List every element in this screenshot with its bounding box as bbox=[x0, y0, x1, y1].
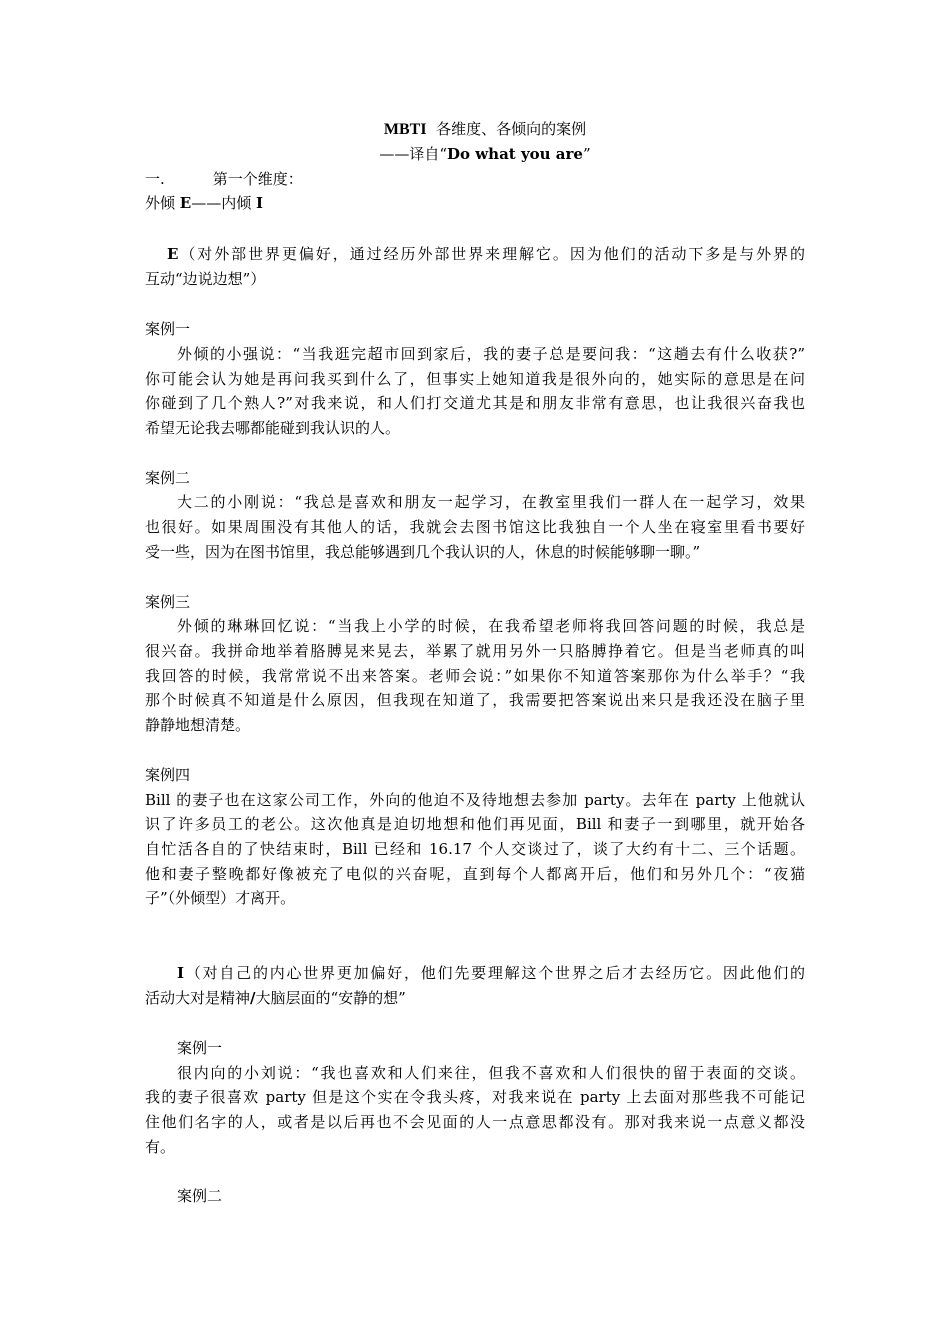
e-case4-line: 他和妻子整晚都好像被充了电似的兴奋呢，直到每个人都离开后，他们和另外几个：“夜猫 bbox=[145, 865, 805, 883]
e-case3-line: 静静地想清楚。 bbox=[145, 716, 251, 734]
i-case1-line: 很内向的小刘说：“我也喜欢和人们来往，但我不喜欢和人们很快的留于表面的交谈。 bbox=[177, 1064, 805, 1082]
e-case3-line: 那个时候真不知道是什么原因，但我现在知道了，我需要把答案说出来只是我还没在脑子里 bbox=[145, 691, 805, 709]
e-case2-line: 大二的小刚说：“我总是喜欢和朋友一起学习，在教室里我们一群人在一起学习，效果 bbox=[177, 493, 805, 511]
e-case4-line: Bill 的妻子也在这家公司工作，外向的他迫不及待地想去参加 party。去年在 party 上他就认 bbox=[145, 791, 805, 809]
e-case3-line: 我回答的时候，我常常说不出来答案。老师会说：”如果你不知道答案那你为什么举手？“我 bbox=[145, 667, 805, 685]
i-definition-line1: I（对自己的内心世界更加偏好，他们先要理解这个世界之后才去经历它。因此他们的 bbox=[177, 964, 805, 982]
i-case1-line: 住他们名字的人，或者是以后再也不会见面的人一点意思都没有。那对我来说一点意义都没 bbox=[145, 1113, 805, 1131]
e-case3-line: 很兴奋。我拼命地举着胳膊晃来晃去，举累了就用另外一只胳膊挣着它。但是当老师真的叫 bbox=[145, 642, 805, 660]
e-case2-title: 案例二 bbox=[145, 469, 191, 487]
i-definition-line2: 活动大对是精神/大脑层面的“安静的想” bbox=[145, 989, 406, 1007]
e-definition-line1: E（对外部世界更偏好，通过经历外部世界来理解它。因为他们的活动下多是与外界的 bbox=[167, 245, 805, 263]
e-case2-line: 也很好。如果周围没有其他人的话，我就会去图书馆这比我独自一个人坐在寝室里看书要好 bbox=[145, 518, 805, 536]
e-case1-line: 你可能会认为她是再问我买到什么了，但事实上她知道我是很外向的，她实际的意思是在问 bbox=[145, 370, 805, 388]
dimension-heading: 一. 第一个维度： bbox=[145, 170, 303, 188]
i-case1-line: 我的妻子很喜欢 party 但是这个实在令我头疼，对我来说在 party 上去面对那些我不可能记 bbox=[145, 1088, 805, 1106]
e-case4-line: 自忙活各自的了快结束时，Bill 已经和 16.17 个人交谈过了，谈了大约有十二、三个话题。 bbox=[145, 840, 805, 858]
e-case4-title: 案例四 bbox=[145, 766, 191, 784]
i-case1-title: 案例一 bbox=[177, 1039, 223, 1057]
document-title: MBTI 各维度、各倾向的案例 bbox=[383, 120, 587, 138]
e-case1-title: 案例一 bbox=[145, 320, 191, 338]
e-case4-line: 子”（外倾型）才离开。 bbox=[145, 889, 296, 907]
i-case1-line: 有。 bbox=[145, 1138, 176, 1156]
i-case2-title: 案例二 bbox=[177, 1187, 223, 1205]
dimension-axis: 外倾 E——内倾 I bbox=[145, 194, 264, 212]
e-case1-line: 你碰到了几个熟人?”对我来说，和人们打交道尤其是和朋友非常有意思，也让我很兴奋我也 bbox=[145, 394, 805, 412]
e-definition-line2: 互动“边说边想”） bbox=[145, 270, 266, 288]
e-case3-line: 外倾的琳琳回忆说：“当我上小学的时候，在我希望老师将我回答问题的时候，我总是 bbox=[177, 617, 805, 635]
e-case1-line: 希望无论我去哪都能碰到我认识的人。 bbox=[145, 419, 401, 437]
document-subtitle: ——译自“Do what you are” bbox=[379, 145, 591, 163]
e-case2-line: 受一些，因为在图书馆里，我总能够遇到几个我认识的人，休息的时候能够聊一聊。” bbox=[145, 543, 701, 561]
e-case4-line: 识了许多员工的老公。这次他真是迫切地想和他们再见面，Bill 和妻子一到哪里，就开始各 bbox=[145, 815, 805, 833]
e-case3-title: 案例三 bbox=[145, 593, 191, 611]
e-case1-line: 外倾的小强说：“当我逛完超市回到家后，我的妻子总是要问我：“这趟去有什么收获?” bbox=[177, 345, 805, 363]
